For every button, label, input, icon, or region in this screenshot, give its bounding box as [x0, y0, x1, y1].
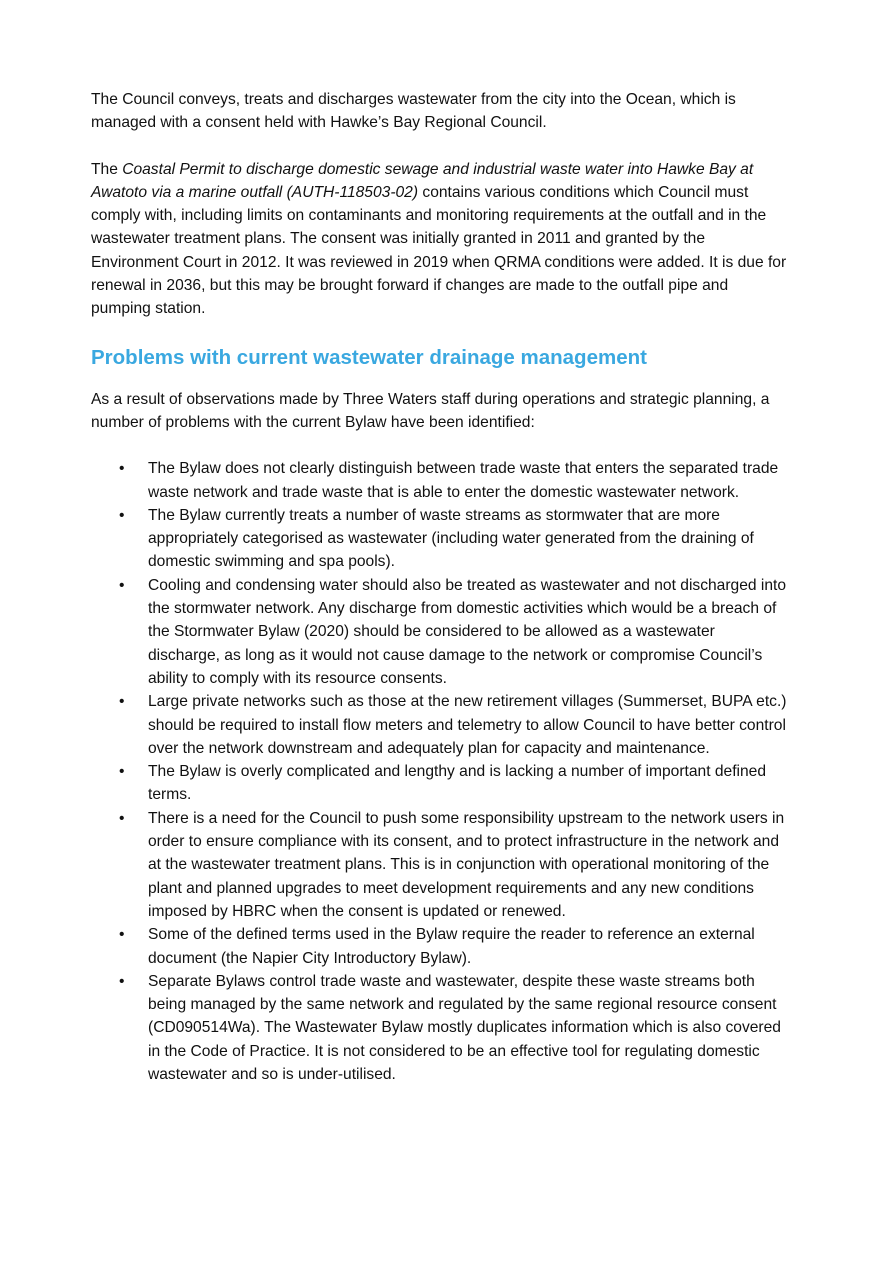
list-item: • The Bylaw currently treats a number of waste streams as stormwater that are more appropriately categorised as wastewater (including water generated from the draining of domestic swimming and spa pools). — [91, 504, 791, 574]
list-item: • The Bylaw is overly complicated and lengthy and is lacking a number of important defined terms. — [91, 760, 791, 807]
list-item: • There is a need for the Council to push some responsibility upstream to the network users in order to ensure compliance with its consent, and to protect infrastructure in the network and at the wastewater treatment plans. This is in conjunction with operational monitoring of the plant and planned upgrades to meet development requirements and any new conditions imposed by HBRC when the consent is updated or renewed. — [91, 807, 791, 923]
permit-paragraph — [91, 158, 791, 321]
permit-details: contains various conditions which Council must comply with, including limits on contaminants and monitoring requirements at the outfall and in the wastewater treatment plans. The consent was initially granted in 2011 and granted by the Environment Court in 2012. It was reviewed in 2019 when QRMA conditions were added. It is due for renewal in 2036, but this may be brought forward if changes are made to the outfall pipe and pumping station. — [91, 183, 787, 318]
intro-paragraph: The Council conveys, treats and discharges wastewater from the city into the Ocean, which is managed with a consent held with Hawke’s Bay Regional Council. — [91, 91, 736, 132]
list-item: • Cooling and condensing water should also be treated as wastewater and not discharged into the stormwater network. Any discharge from domestic activities which would be a breach of the Stormwater Bylaw (2020) should be considered to be allowed as a wastewater discharge, as long as it would not cause damage to the network or compromise Council’s ability to comply with its resource consents. — [91, 574, 791, 690]
list-item: • Some of the defined terms used in the Bylaw require the reader to reference an external document (the Napier City Introductory Bylaw). — [91, 923, 791, 970]
list-item: • The Bylaw does not clearly distinguish between trade waste that enters the separated trade waste network and trade waste that is able to enter the domestic wastewater network. — [91, 457, 791, 504]
document-page — [91, 88, 791, 1086]
section-heading: Problems with current wastewater drainage management — [91, 345, 647, 369]
problems-list — [91, 457, 791, 1086]
section-intro-paragraph: As a result of observations made by Three Waters staff during operations and strategic planning, a number of problems with the current Bylaw have been identified: — [91, 390, 770, 431]
permit-prefix: The — [91, 160, 123, 178]
permit-title: Coastal Permit to discharge domestic sewage and industrial waste water into Hawke Bay at Awatoto via a marine outfall (AUTH-118503-02) — [91, 160, 754, 201]
list-item: • Large private networks such as those at the new retirement villages (Summerset, BUPA etc.) should be required to install flow meters and telemetry to allow Council to have better control over the network downstream and adequately plan for capacity and maintenance. — [91, 690, 791, 760]
list-item: • Separate Bylaws control trade waste and wastewater, despite these waste streams both being managed by the same network and regulated by the same regional resource consent (CD090514Wa). The Wastewater Bylaw mostly duplicates information which is also covered in the Code of Practice. It is not considered to be an effective tool for regulating domestic wastewater and so is under-utilised. — [91, 970, 791, 1086]
